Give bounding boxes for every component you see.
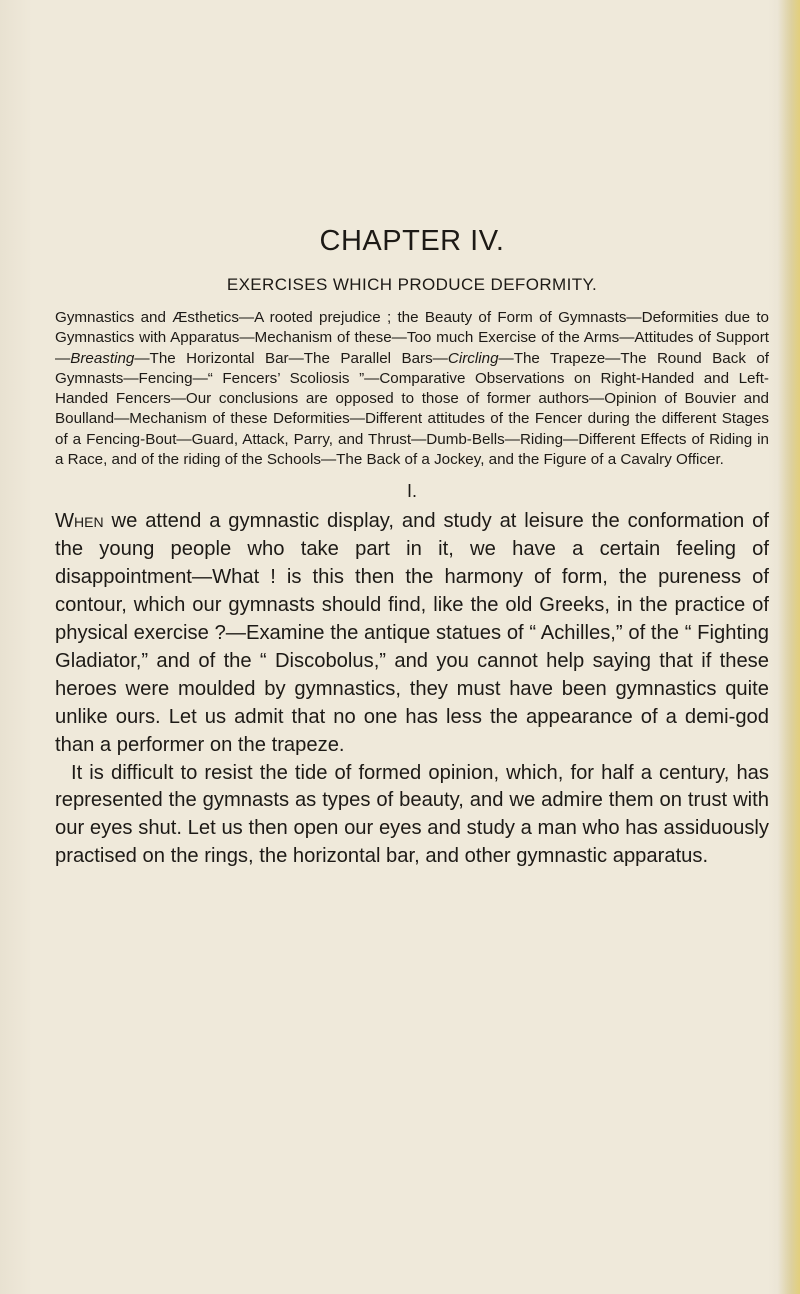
page-edge-stain [778,0,800,1294]
synopsis-text-1: Gymnastics and Æsthetics—A rooted prejudice ; the Beauty of Form of Gymnasts—Deformities due to Gymnastics with Apparatus—Mechanism of these—Too much Exercise of the Arms—Attitudes of Support— [55,309,769,367]
paragraph-1-text: we attend a gymnastic display, and study at leisure the conformation of the young people who take part in it, we have a certain feeling of disappointment—What ! is this then the harmony of form, the pureness of contour, which our gymnasts should find, like the old Greeks, in the practice of physical exercise ?—Examine the antique statues of “ Achilles,” of the “ Fighting Gladiator,” and of the “ Discobolus,” and you cannot help saying that if these heroes were moulded by gymnastics, they must have been gymnastics quite unlike ours. Let us admit that no one has less the appearance of a demi-god than a performer on the trapeze. [55,510,769,756]
page-content [55,222,769,871]
synopsis-text-3: —The Trapeze—The Round Back of Gymnasts—Fencing—“ Fencers’ Scoliosis ”—Comparative Observations on Right-Handed and Left-Handed Fencers—Our conclusions are opposed to those of former authors—Opinion of Bouvier and Boulland—Mechanism of these Deformities—Different attitudes of the Fencer during the different Stages of a Fencing-Bout—Guard, Attack, Parry, and Thrust—Dumb-Bells—Riding—Different Effects of Riding in a Race, and of the riding of the Schools—The Back of a Jockey, and the Figure of a Cavalry Officer. [55,349,770,469]
chapter-synopsis [55,308,769,470]
section-numeral: I. [406,481,417,502]
body-paragraph-2: It is difficult to resist the tide of formed opinion, which, for half a century, has represented the gymnasts as types of beauty, and we admire them on trust with our eyes shut. Let us then open our eyes and study a man who has assiduously practised on the rings, the horizontal bar, and other gymnastic apparatus. [55,761,769,868]
body-paragraph-1 [55,508,769,759]
synopsis-text-2: —The Horizontal Bar—The Parallel Bars— [134,349,448,367]
synopsis-italic-circling: Circling [447,349,499,367]
synopsis-italic-breasting: Breasting [70,349,135,367]
chapter-title: CHAPTER IV. [319,225,505,257]
chapter-subtitle: EXERCISES WHICH PRODUCE DEFORMITY. [226,275,598,294]
paragraph-lead-word: When [55,510,104,533]
